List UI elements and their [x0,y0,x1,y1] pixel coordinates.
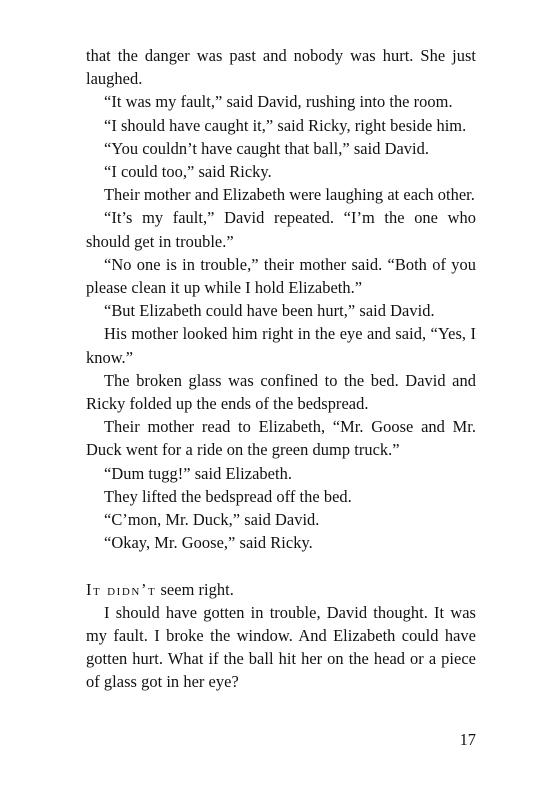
paragraph: “I could too,” said Ricky. [104,162,272,182]
section-lead-rest: seem right. [156,579,234,599]
paragraph: “You couldn’t have caught that ball,” said David. [104,138,430,158]
paragraph: “It’s my fault,” David repeated. “I’m the one who should get in trouble.” [86,208,476,251]
page-text [86,44,476,694]
paragraph: The broken glass was confined to the bed. David and Ricky folded up the ends of the bedspread. [86,370,476,414]
paragraph: “I should have caught it,” said Ricky, right beside him. [104,115,467,135]
section-break [86,554,476,577]
paragraph: “But Elizabeth could have been hurt,” said David. [104,301,435,321]
paragraph: “It was my fault,” said David, rushing into the room. [104,92,453,112]
section-lead-caps: It didn’t [86,579,157,599]
paragraph: Their mother and Elizabeth were laughing at each other. [104,185,475,205]
paragraph: “C’mon, Mr. Duck,” said David. [104,510,320,530]
paragraph: Their mother read to Elizabeth, “Mr. Goose and Mr. Duck went for a ride on the green dump truck.” [86,417,476,460]
paragraph: “Okay, Mr. Goose,” said Ricky. [104,533,313,553]
paragraph: “Dum tugg!” said Elizabeth. [104,463,292,483]
section-opening-line [86,578,476,601]
paragraph: I should have gotten in trouble, David thought. It was my fault. I broke the window. And Elizabeth could have gotten hurt. What if the ball hit her on the head or a piece of glass got in her eye? [86,602,476,692]
paragraph: They lifted the bedspread off the bed. [104,486,352,506]
paragraph: His mother looked him right in the eye and said, “Yes, I know.” [86,324,476,367]
paragraph: that the danger was past and nobody was hurt. She just laughed. [86,46,476,89]
page-number: 17 [459,730,476,749]
paragraph: “No one is in trouble,” their mother said. “Both of you please clean it up while I hold Elizabeth.” [86,254,476,298]
